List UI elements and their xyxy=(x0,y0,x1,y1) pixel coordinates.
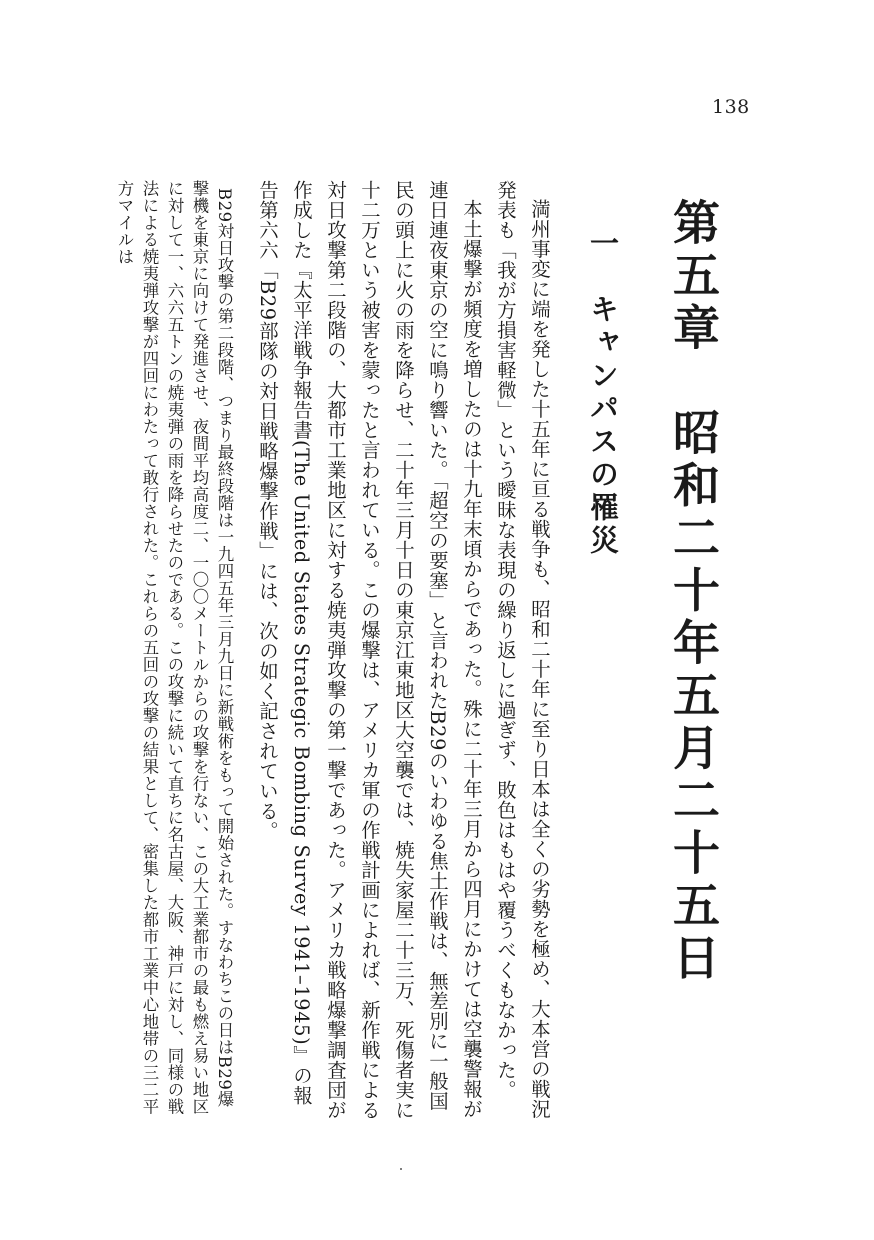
page-number: 138 xyxy=(712,96,750,118)
body-paragraph-1: 満州事変に端を発した十五年に亘る戦争も、昭和二十年に至り日本は全くの劣勢を極め、大本営の戦況発表も「我が方損害軽微」という曖昧な表現の繰り返しに過ぎず、敗色はもはや覆うべくもなかった。 xyxy=(494,180,551,1120)
scan-speck xyxy=(400,1168,402,1170)
body-paragraph-2: 本土爆撃が頻度を増したのは十九年末頃からであった。殊に二十年三月から四月にかけては空襲警報が連日連夜東京の空に鳴り響いた。「超空の要塞」と言われたB29のいわゆる焦土作戦は、無差別に一般国民の頭上に火の雨を降らせ、二十年三月十日の東京江東地区大空襲では、焼失家屋二十三万、死傷者実に十二万という被害を蒙ったと言われている。この爆撃は、アメリカ軍の作戦計画によれば、新作戦による対日攻撃第二段階の、大都市工業地区に対する焼夷弾攻撃の第一撃であった。アメリカ戦略爆撃調査団が作成した『太平洋戦争報告書(The United States Strategic Bombing Survey 1941–1945)』の報告第六六「B29部隊の対日戦略爆撃作戦」には、次の如く記されている。 xyxy=(256,180,483,1120)
body-text xyxy=(250,180,556,1120)
section-title: 一 キャンパスの罹災 xyxy=(586,228,620,558)
quote-text: B29対日攻撃の第二段階、つまり最終段階は一九四五年三月九日に新戦術をもって開始された。すなわちこの日はB29爆撃機を東京に向けて発進させ、夜間平均高度二、一〇〇メートルからの攻撃を行ない、この大工業都市の最も燃え易い地区に対して一、六六五トンの焼夷弾の雨を降らせたのである。この攻撃に続いて直ちに名古屋、大阪、神戸に対し、同様の戦法による焼夷弾攻撃が四回にわたって敢行された。これらの五回の攻撃の結果として、密集した都市工業中心地帯の三二平方マイルは xyxy=(115,180,234,1115)
quoted-passage xyxy=(112,180,237,1120)
chapter-title: 第五章 昭和二十年五月二十五日 xyxy=(665,198,720,986)
